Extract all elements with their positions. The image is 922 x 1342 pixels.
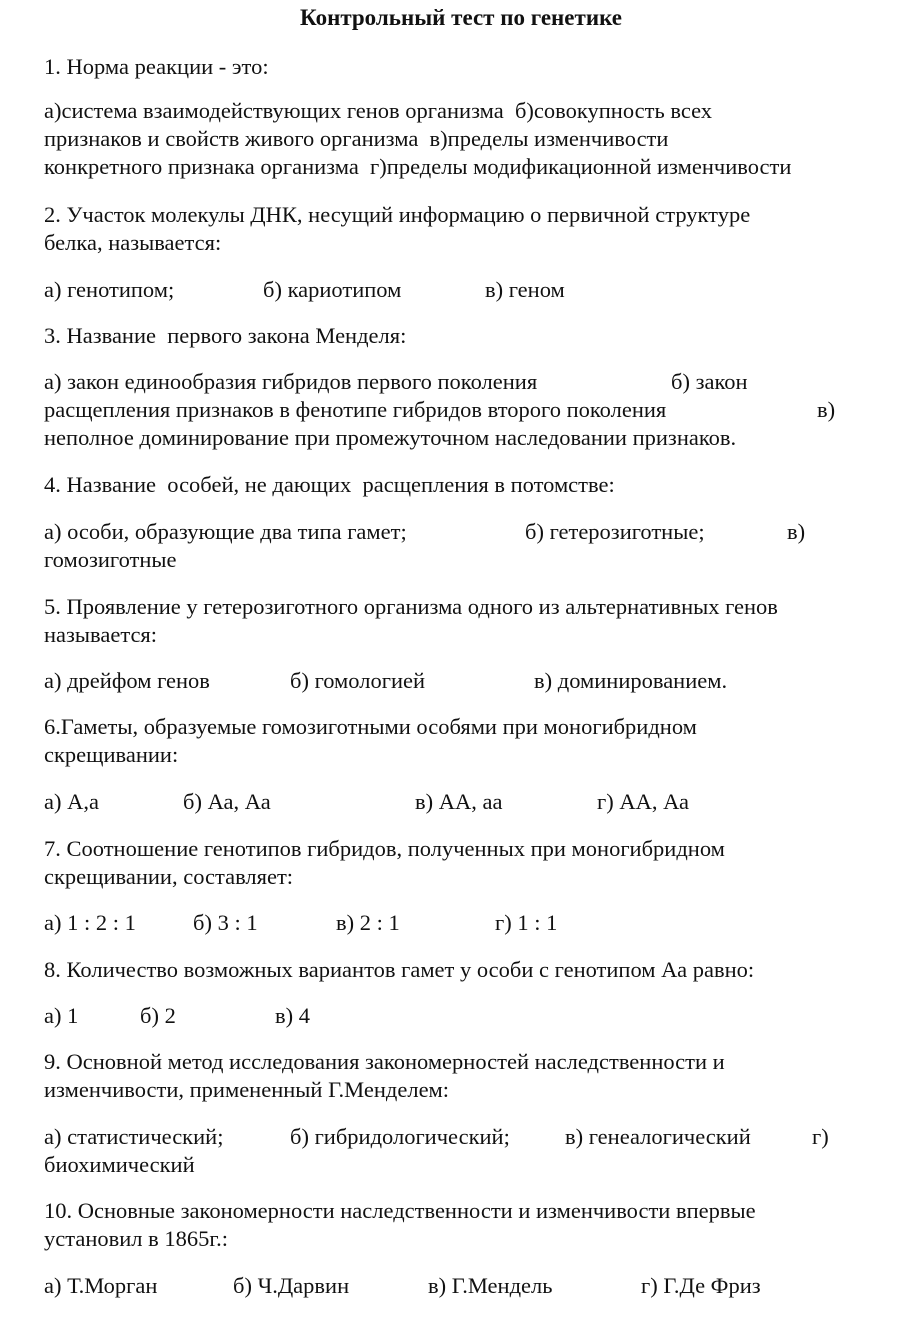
- question-3-option-a: а) закон единообразия гибридов первого поколения: [44, 369, 538, 394]
- question-10-continued: установил в 1865г.:: [44, 1226, 228, 1251]
- question-9-option-c: в) генеалогический: [565, 1124, 751, 1149]
- question-2-option-b: б) кариотипом: [263, 277, 402, 302]
- question-4: 4. Название особей, не дающих расщепления в потомстве:: [44, 472, 615, 497]
- question-10-option-c: в) Г.Мендель: [428, 1273, 553, 1298]
- question-4-option-c: в): [787, 519, 806, 544]
- question-7-option-a: а) 1 : 2 : 1: [44, 910, 136, 935]
- question-5-option-c: в) доминированием.: [534, 668, 728, 693]
- question-10-option-d: г) Г.Де Фриз: [641, 1273, 761, 1298]
- document-title: Контрольный тест по генетике: [300, 5, 622, 30]
- question-5: 5. Проявление у гетерозиготного организма одного из альтернативных генов: [44, 594, 778, 619]
- question-5-continued: называется:: [44, 622, 158, 647]
- question-8: 8. Количество возможных вариантов гамет у особи с генотипом Аа равно:: [44, 957, 755, 982]
- question-1-answer-line: признаков и свойств живого организма в)пределы изменчивости: [44, 126, 669, 151]
- question-9-option-d-continued: биохимический: [44, 1152, 195, 1177]
- question-1-answer-line: а)система взаимодействующих генов организма б)совокупность всех: [44, 98, 713, 123]
- question-1: 1. Норма реакции - это:: [44, 54, 269, 79]
- question-6-continued: скрещивании:: [44, 742, 179, 767]
- question-9-option-b: б) гибридологический;: [290, 1124, 510, 1149]
- question-10-option-a: а) Т.Морган: [44, 1273, 158, 1298]
- question-9-option-d: г): [812, 1124, 829, 1149]
- question-7-continued: скрещивании, составляет:: [44, 864, 294, 889]
- question-9: 9. Основной метод исследования закономерностей наследственности и: [44, 1049, 725, 1074]
- question-2-option-c: в) геном: [485, 277, 565, 302]
- question-2-continued: белка, называется:: [44, 230, 222, 255]
- question-5-option-a: а) дрейфом генов: [44, 668, 210, 693]
- question-7: 7. Соотношение генотипов гибридов, полученных при моногибридном: [44, 836, 725, 861]
- question-2: 2. Участок молекулы ДНК, несущий информацию о первичной структуре: [44, 202, 751, 227]
- question-6-option-d: г) АА, Аа: [597, 789, 690, 814]
- question-6-option-c: в) АА, аа: [415, 789, 503, 814]
- question-6: 6.Гаметы, образуемые гомозиготными особями при моногибридном: [44, 714, 697, 739]
- question-6-option-a: а) А,а: [44, 789, 99, 814]
- question-8-option-a: а) 1: [44, 1003, 79, 1028]
- question-5-option-b: б) гомологией: [290, 668, 426, 693]
- question-7-option-d: г) 1 : 1: [495, 910, 558, 935]
- question-4-option-b: б) гетерозиготные;: [525, 519, 705, 544]
- question-1-answer-line: конкретного признака организма г)пределы модификационной изменчивости: [44, 154, 792, 179]
- question-3-option-b-continued: расщепления признаков в фенотипе гибридов второго поколения: [44, 397, 667, 422]
- question-3-option-b: б) закон: [671, 369, 748, 394]
- question-10-option-b: б) Ч.Дарвин: [233, 1273, 350, 1298]
- question-7-option-c: в) 2 : 1: [336, 910, 400, 935]
- question-10: 10. Основные закономерности наследственности и изменчивости впервые: [44, 1198, 756, 1223]
- question-8-option-c: в) 4: [275, 1003, 310, 1028]
- question-7-option-b: б) 3 : 1: [193, 910, 258, 935]
- question-9-continued: изменчивости, примененный Г.Менделем:: [44, 1077, 450, 1102]
- question-3-option-c-continued: неполное доминирование при промежуточном наследовании признаков.: [44, 425, 737, 450]
- question-2-option-a: а) генотипом;: [44, 277, 175, 302]
- question-3-option-c: в): [817, 397, 836, 422]
- question-8-option-b: б) 2: [140, 1003, 176, 1028]
- question-4-option-c-continued: гомозиготные: [44, 547, 177, 572]
- question-9-option-a: а) статистический;: [44, 1124, 224, 1149]
- question-3: 3. Название первого закона Менделя:: [44, 323, 407, 348]
- question-4-option-a: а) особи, образующие два типа гамет;: [44, 519, 407, 544]
- question-6-option-b: б) Аа, Аа: [183, 789, 271, 814]
